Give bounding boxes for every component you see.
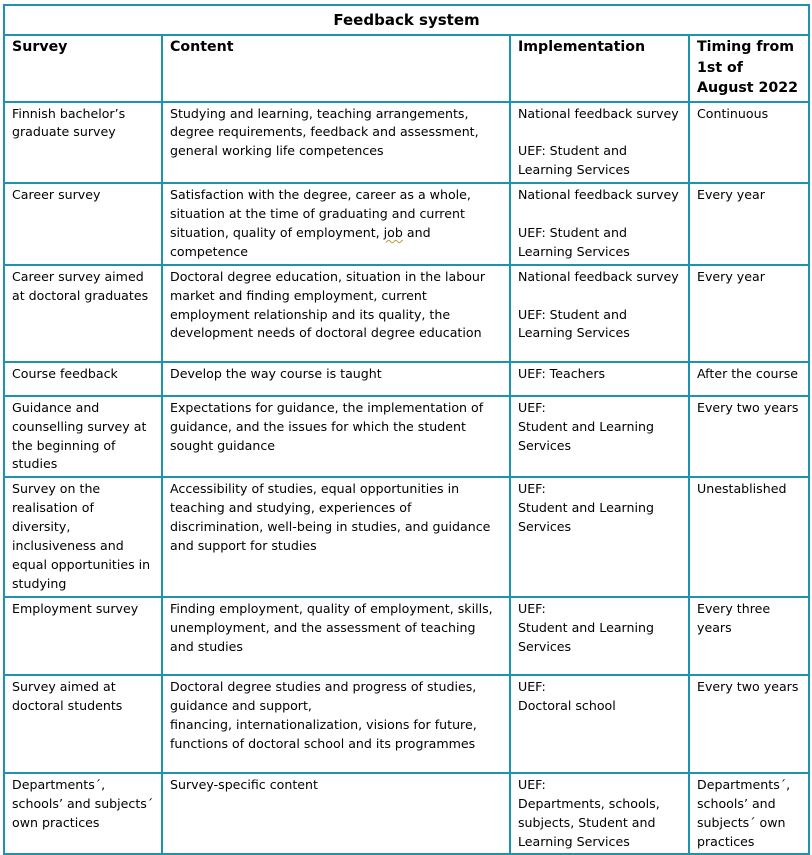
- table-row: [4, 265, 809, 362]
- content-text: Satisfaction with the degree, career as a whole, situation at the time of graduating and current situation, quality of employment,: [170, 187, 471, 240]
- implementation-line: National feedback survey: [518, 187, 679, 203]
- implementation-line: National feedback survey: [518, 105, 679, 121]
- implementation-line: Student and Learning Services: [518, 619, 654, 654]
- implementation-line: UEF:: [518, 399, 546, 415]
- spellcheck-flagged-word: job: [383, 224, 403, 240]
- title-row: [4, 5, 809, 35]
- implementation-cell: [510, 183, 689, 265]
- implementation-cell: [510, 265, 689, 362]
- implementation-line: Departments, schools, subjects, Student and Learning Services: [518, 795, 660, 849]
- timing-cell: Every two years: [689, 675, 809, 773]
- implementation-line: Student and Learning Services: [518, 418, 654, 453]
- implementation-line: UEF:: [518, 776, 546, 792]
- table-row: [4, 477, 809, 596]
- content-cell: Expectations for guidance, the implementation of guidance, and the issues for which the student sought guidance: [162, 396, 510, 478]
- timing-cell: Every year: [689, 265, 809, 362]
- implementation-cell: [510, 362, 689, 396]
- implementation-cell: [510, 675, 689, 773]
- content-cell: Develop the way course is taught: [162, 362, 510, 396]
- content-line: Doctoral degree studies and progress of studies, guidance and support,: [170, 678, 477, 713]
- header-content: Content: [162, 35, 510, 102]
- timing-cell: Continuous: [689, 102, 809, 184]
- header-timing: Timing from 1st of August 2022: [689, 35, 809, 102]
- table-row: [4, 773, 809, 855]
- content-text: and competence: [170, 224, 431, 259]
- timing-cell: Every three years: [689, 597, 809, 675]
- table-row: [4, 396, 809, 478]
- timing-cell: After the course: [689, 362, 809, 396]
- implementation-cell: [510, 597, 689, 675]
- content-line: financing, internationalization, visions for future, functions of doctoral school and its programmes: [170, 716, 477, 751]
- timing-cell: Every year: [689, 183, 809, 265]
- content-cell: Doctoral degree education, situation in the labour market and finding employment, current employment relationship and its quality, the development needs of doctoral degree education: [162, 265, 510, 362]
- content-cell: Finding employment, quality of employment, skills, unemployment, and the assessment of teaching and studies: [162, 597, 510, 675]
- survey-cell: Career survey aimed at doctoral graduates: [4, 265, 162, 362]
- implementation-line: National feedback survey: [518, 268, 679, 284]
- survey-cell: Departments´, schools’ and subjects´ own practices: [4, 773, 162, 855]
- implementation-line: UEF: Student and Learning Services: [518, 306, 630, 341]
- content-cell: Survey-specific content: [162, 773, 510, 855]
- content-cell: [162, 675, 510, 773]
- feedback-system-table-wrapper: [3, 4, 808, 855]
- implementation-line: Student and Learning Services: [518, 500, 654, 535]
- table-title: Feedback system: [4, 5, 809, 35]
- feedback-system-table: [3, 4, 810, 855]
- survey-cell: Survey on the realisation of diversity, inclusiveness and equal opportunities in studying: [4, 477, 162, 596]
- survey-cell: Guidance and counselling survey at the beginning of studies: [4, 396, 162, 478]
- timing-cell: Every two years: [689, 396, 809, 478]
- header-survey: Survey: [4, 35, 162, 102]
- survey-cell: Survey aimed at doctoral students: [4, 675, 162, 773]
- table-row: [4, 362, 809, 396]
- timing-cell: Departments´, schools’ and subjects´ own practices: [689, 773, 809, 855]
- implementation-line: Doctoral school: [518, 697, 616, 713]
- implementation-cell: [510, 102, 689, 184]
- content-cell: Studying and learning, teaching arrangements, degree requirements, feedback and assessment, general working life competences: [162, 102, 510, 184]
- table-row: [4, 675, 809, 773]
- header-implementation: Implementation: [510, 35, 689, 102]
- content-cell: Accessibility of studies, equal opportunities in teaching and studying, experiences of discrimination, well-being in studies, and guidance and support for studies: [162, 477, 510, 596]
- timing-cell: Unestablished: [689, 477, 809, 596]
- implementation-cell: [510, 477, 689, 596]
- implementation-line: UEF: Teachers: [518, 365, 606, 381]
- table-row: [4, 183, 809, 265]
- survey-cell: Employment survey: [4, 597, 162, 675]
- implementation-cell: [510, 396, 689, 478]
- content-cell: [162, 183, 510, 265]
- header-row: [4, 35, 809, 102]
- table-row: [4, 597, 809, 675]
- implementation-cell: [510, 773, 689, 855]
- survey-cell: Finnish bachelor’s graduate survey: [4, 102, 162, 184]
- survey-cell: Course feedback: [4, 362, 162, 396]
- implementation-line: UEF:: [518, 678, 546, 694]
- implementation-line: UEF: Student and Learning Services: [518, 143, 630, 178]
- survey-cell: Career survey: [4, 183, 162, 265]
- implementation-line: UEF: Student and Learning Services: [518, 224, 630, 259]
- table-row: [4, 102, 809, 184]
- implementation-line: UEF:: [518, 600, 546, 616]
- implementation-line: UEF:: [518, 481, 546, 497]
